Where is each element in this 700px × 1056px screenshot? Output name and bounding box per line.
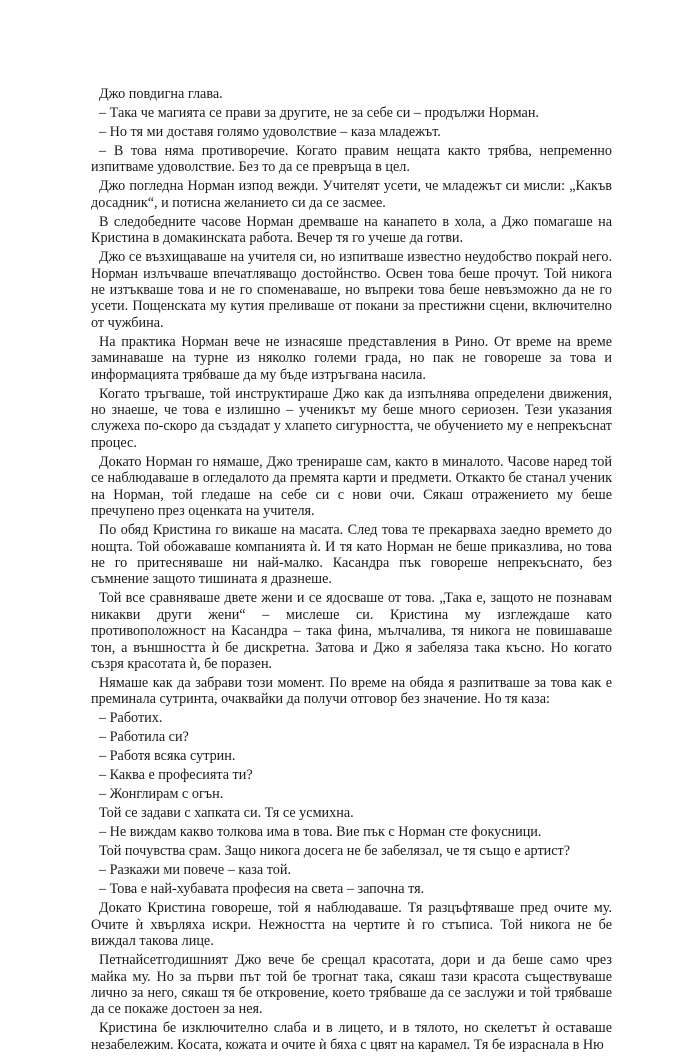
paragraph: Джо повдигна глава. [99, 86, 223, 102]
paragraph: Той се задави с хапката си. Тя се усмихна. [99, 805, 354, 822]
paragraph: На практика Норман вече не изнасяше представления в Рино. От време на време заминаваше на турне из няколко големи града, но пак не говореше за това и информацията трябваше да му бъде изтръгвана насила. [91, 333, 612, 383]
paragraph: – В това няма противоречие. Когато правим нещата както трябва, непременно изпитваме удоволствие. Без то да се превръща в цел. [91, 143, 612, 176]
paragraph: Нямаше как да забрави този момент. По време на обяда я разпитваше за това как е преминала сутринта, очаквайки да получи отговор без значение. Но тя каза: [91, 674, 612, 708]
paragraph: Петнайсетгодишният Джо вече бе срещал красотата, дори и да беше само чрез майка му. Но за първи път той бе трогнат така, сякаш тази красота съществуваше лично за него, сякаш тя бе откровение, което трябваше да се заслужи и той трябваше да се покаже достоен за нея. [91, 952, 612, 1018]
paragraph: – Това е най-хубавата професия на света – започна тя. [99, 881, 425, 898]
paragraph: Джо погледна Норман изпод вежди. Учителят усети, че младежът си мисли: „Какъв досадник“, и потисна желанието си да се засмее. [91, 178, 612, 211]
paragraph: Той почувства срам. Защо никога досега не бе забелязал, че тя също е артист? [99, 843, 571, 860]
paragraph: По обяд Кристина го викаше на масата. След това те прекарваха заедно времето до нощта. Той обожаваше компанията ѝ. И тя като Норман не беше приказлива, но това не го притесняваше ни най-малко. Касандра пък говореше непрекъснато, без съмнение защото тишината я дразнеше. [91, 522, 612, 588]
paragraph: Той все сравняваше двете жени и се ядосваше от това. „Така е, защото не познавам никакви други жени“ – мислеше си. Кристина му изглеждаше като противоположност на Касандра – така фина, мълчалива, тя никога не повишаваше тон, а външността ѝ бе дискретна. Затова и Джо я забеляза така късно. Но когато съзря красотата ѝ, бе поразен. [91, 590, 612, 672]
paragraph: – Така че магията се прави за другите, не за себе си – продължи Норман. [99, 105, 539, 121]
paragraph: В следобедните часове Норман дремваше на канапето в хола, а Джо помагаше на Кристина в домакинската работа. Вечер тя го учеше да готви. [91, 213, 612, 247]
paragraph: – Работя всяка сутрин. [99, 748, 236, 765]
paragraph: Когато тръгваше, той инструктираше Джо как да изпълнява определени движения, но знаеше, че това е излишно – ученикът му беше много сериозен. Тези указания служеха по-скоро да създадат у хлапето сигурността, че обучението му е непрекъснат процес. [91, 385, 612, 451]
paragraph: Докато Кристина говореше, той я наблюдаваше. Тя разцъфтяваше пред очите му. Очите ѝ хвърляха искри. Нежността на чертите ѝ го стъписа. Той никога не бе виждал такова лице. [91, 900, 612, 950]
paragraph: – Не виждам какво толкова има в това. Вие пък с Норман сте фокусници. [99, 824, 542, 841]
paragraph: Джо се възхищаваше на учителя си, но изпитваше известно неудобство покрай него. Норман излъчваше впечатляващо достойнство. Освен това беше прочут. Той никога не изтъкваше това и не го споменаваше, но въпреки това беше невъзможно да не го усети. Пощенската му кутия преливаше от покани за престижни сцени, включително от чужбина. [91, 249, 612, 331]
paragraph: – Разкажи ми повече – каза той. [99, 862, 292, 879]
paragraph: – Работих. [99, 710, 163, 727]
paragraph: – Жонглирам с огън. [99, 786, 224, 803]
paragraph: – Но тя ми доставя голямо удоволствие – каза младежът. [99, 124, 441, 140]
paragraph: Кристина бе изключително слаба и в лицето, и в тялото, но скелетът ѝ оставаше незабележим. Косата, кожата и очите ѝ бяха с цвят на карамел. Тя бе израснала в Ню [91, 1020, 612, 1053]
paragraph: Докато Норман го нямаше, Джо тренираше сам, както в миналото. Часове наред той се наблюдаваше в огледалото да премята карти и предмети. Откакто бе станал ученик на Норман, той гледаше на себе си с нови очи. Сякаш отражението му беше пречупено през оценката на учителя. [91, 453, 612, 520]
page-body [91, 86, 612, 1056]
paragraph: – Каква е професията ти? [99, 767, 253, 784]
paragraph: – Работила си? [99, 729, 189, 746]
